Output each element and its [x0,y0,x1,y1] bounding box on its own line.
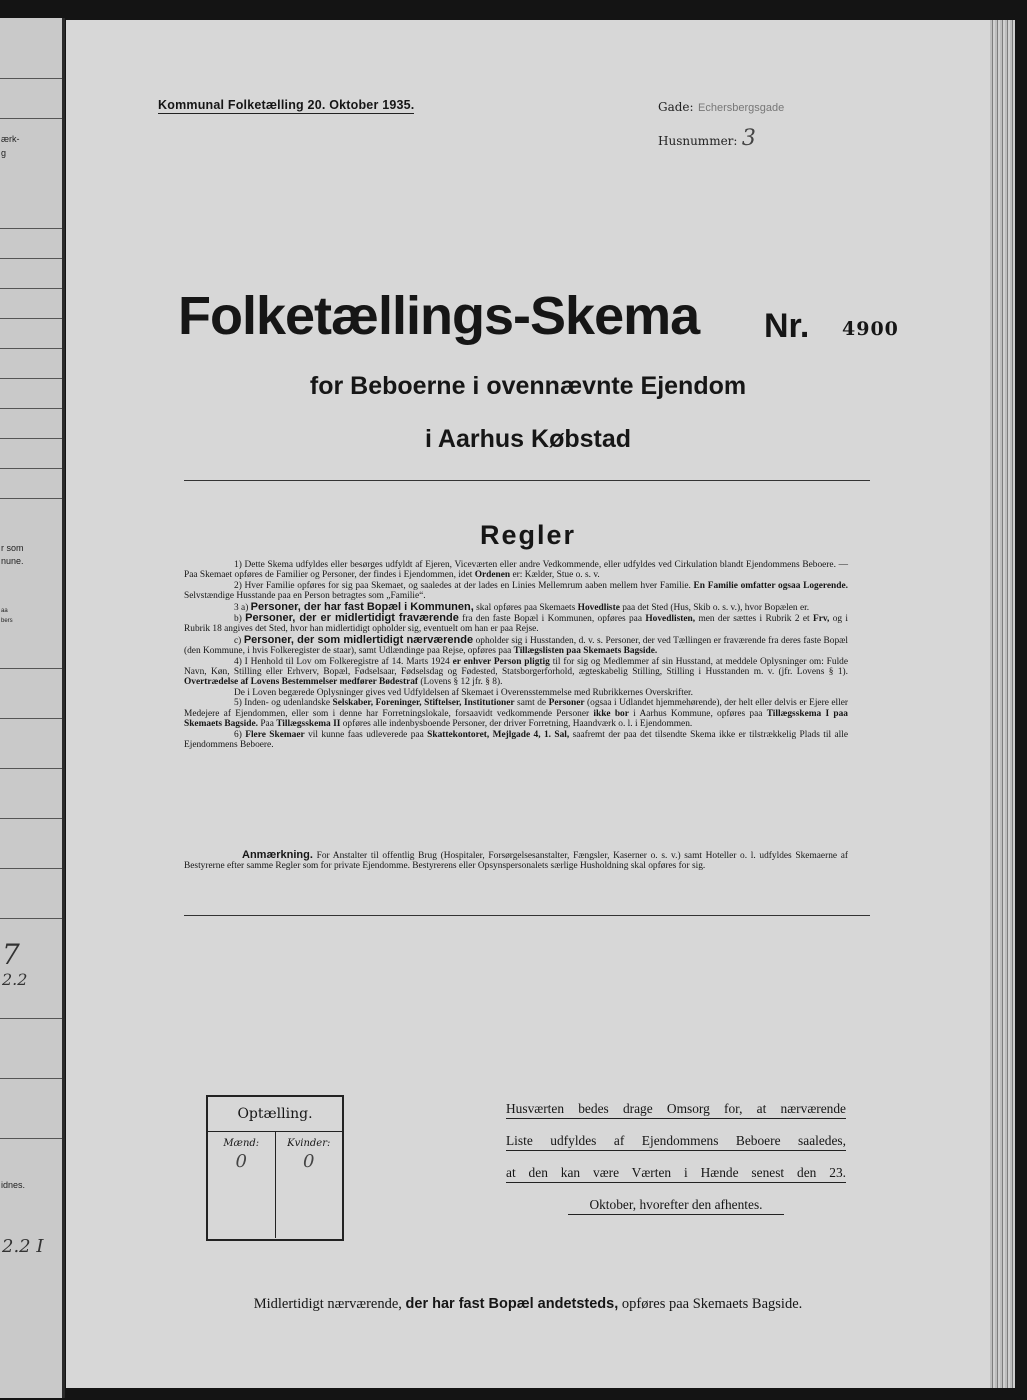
rule-2: 2) Hver Familie opføres for sig paa Skemaet, og saaledes at der lades en Linies Mellemrum aaben mellem hver Familie. En Familie omfatter ogsaa Logerende. Selvstændige Husstande paa en Person betragtes som „Familie“. [184,580,848,602]
form-title: Folketællings-Skema [178,286,700,346]
landlord-line: at den kan være Værten i Hænde senest den 23. [506,1164,846,1183]
margin-rule [0,228,62,229]
margin-rule [0,1078,62,1079]
men-label: Mænd: [223,1138,260,1149]
divider-line [184,480,870,481]
rule-1: 1) Dette Skema udfyldes eller besørges udfyldt af Ejeren, Viceværten eller andre Vedkommende, eller udfyldes ved Cirkulation blandt Ejendommens Beboere. — Paa Skemaet opføres de Familier og Personer, der findes i Ejendommen, idet Ordenen er: Kælder, Stue o. s. v. [184,560,848,581]
margin-fragment: nune. [1,556,24,566]
margin-rule [0,348,62,349]
women-count-value: 0 [303,1151,315,1172]
house-number-value: 3 [741,126,756,151]
footer-note: Midlertidigt nærværende, der har fast Bopæl andetsteds, opføres paa Skemaets Bagside. [253,1296,803,1312]
landlord-instructions [506,1100,846,1228]
landlord-line: Oktober, hvorefter den afhentes. [568,1196,784,1215]
census-form-sheet [66,20,990,1388]
handwritten-mark: 2.2 [2,970,28,989]
margin-rule [0,288,62,289]
street-label: Gade: [658,100,694,114]
margin-fragment: ærk- [1,134,20,144]
margin-rule [0,118,62,119]
count-box [206,1095,344,1241]
rule-6: 6) Flere Skemaer vil kunne faas udleverede paa Skattekontoret, Mejlgade 4, 1. Sal, saafremt der paa det tilsendte Skema ikke er tilstrækkelig Plads til alle Ejendommens Beboere. [184,729,849,750]
rules-text [184,560,848,750]
men-count-cell[interactable] [208,1132,275,1238]
margin-fragment: aa [1,608,8,614]
margin-rule [0,438,62,439]
form-number-value: 4900 [842,318,899,340]
left-facing-page [0,18,65,1398]
margin-rule [0,918,62,919]
divider-line [184,915,870,916]
count-box-title: Optælling. [208,1097,342,1132]
margin-fragment: r som [1,543,24,553]
rule-4: 4) I Henhold til Lov om Folkeregistre af 14. Marts 1924 er enhver Person pligtig til for sig og Medlemmer af sin Husstand, at meddele Oplysninger om: Fulde Navn, Køn, Stilling eller Erhverv, Bopæl, Fødselsaar, Fødselsdag og Fødested, Statsborgerforhold, ægteskabelig Stilling, Stilling i Husstanden m. v. (jfr. Lovens § 1). Overtrædelse af Lovens Bestemmelser medfører Bødestraf (Lovens § 12 jfr. § 8). [184,656,849,688]
margin-rule [0,818,62,819]
note-text: For Anstalter til offentlig Brug (Hospitaler, Forsørgelsesanstalter, Fængsler, Kaserner o. s. v.) samt Hoteller o. l. udfyldes Skemaerne af Bestyrerne efter samme Regler som for private Ejendomme. Bestyrerens eller Opsynspersonalets særlige Husholdning skal opføres for sig. [184,851,849,872]
men-count-value: 0 [235,1151,247,1172]
handwritten-mark: 7 [2,938,20,971]
margin-fragment: bers [1,618,13,624]
note-lead: Anmærkning. [242,849,313,861]
landlord-line: Husværten bedes drage Omsorg for, at nærværende [506,1100,846,1119]
house-number-field [658,126,756,151]
rule-5: 5) Inden- og udenlandske Selskaber, Foreninger, Stiftelser, Institutioner samt de Personer (ogsaa i Udlandet hjemmehørende), der helt eller delvis er Ejere eller Medejere af Ejendommen, eller som i denne har Forretningslokale, forsaavidt vedkommende Personer ikke bor i Aarhus Kommune, opføres paa Tillægsskema I paa Skemaets Bagside. Paa Tillægsskema II opføres alle indenbysboende Personer, der driver Forretning, Haandværk o. l. i Ejendommen. [184,698,849,730]
margin-rule [0,78,62,79]
margin-rule [0,258,62,259]
women-count-cell[interactable] [275,1132,343,1238]
house-number-label: Husnummer: [658,134,738,148]
rule-3a: 3 a) Personer, der har fast Bopæl i Kommunen, skal opføres paa Skemaets Hovedliste paa det Sted (Hus, Skib o. s. v.), hvor Bopælen er. [234,600,810,613]
form-subtitle-city: i Aarhus Købstad [424,425,632,453]
margin-rule [0,498,62,499]
form-number-label: Nr. [764,307,810,345]
margin-rule [0,1138,62,1139]
handwritten-mark: 2.2 I [2,1236,44,1257]
margin-rule [0,1018,62,1019]
margin-rule [0,408,62,409]
rules-heading: Regler [479,520,577,550]
landlord-line: Liste udfyldes af Ejendommens Beboere saaledes, [506,1132,846,1151]
rule-3b: b) Personer, der er midlertidigt fraværende fra den faste Bopæl i Kommunen, opføres paa Hovedlisten, men der sættes i Rubrik 2 et Frv, og i Rubrik 18 angives det Sted, hvor han midlertidigt opholder sig, eventuelt om han er paa Rejse. [184,612,849,635]
margin-rule [0,318,62,319]
margin-rule [0,468,62,469]
rule-3c: c) Personer, der som midlertidigt nærværende opholder sig i Husstanden, d. v. s. Personer, der ved Tællingen er fraværende fra deres faste Bopæl (den Kommune, i hvis Folkeregister de staar), samt Udlændinge paa Rejse, opføres paa Tillægslisten paa Skemaets Bagside. [184,633,849,657]
margin-fragment: g [1,148,7,158]
form-subtitle: for Beboerne i ovennævnte Ejendom [309,372,747,400]
rule-4b: De i Loven begærede Oplysninger gives ved Udfyldelsen af Skemaet i Overensstemmelse med Rubrikkernes Overskrifter. [234,687,693,698]
street-field [658,98,784,116]
margin-rule [0,768,62,769]
margin-rule [0,868,62,869]
annotation-note [184,850,848,872]
census-line: Kommunal Folketælling 20. Oktober 1935. [158,98,415,112]
margin-rule [0,668,62,669]
margin-rule [0,718,62,719]
women-label: Kvinder: [287,1138,331,1149]
margin-rule [0,378,62,379]
margin-fragment: idnes. [1,1180,26,1190]
street-value: Echersbergsgade [698,102,785,114]
